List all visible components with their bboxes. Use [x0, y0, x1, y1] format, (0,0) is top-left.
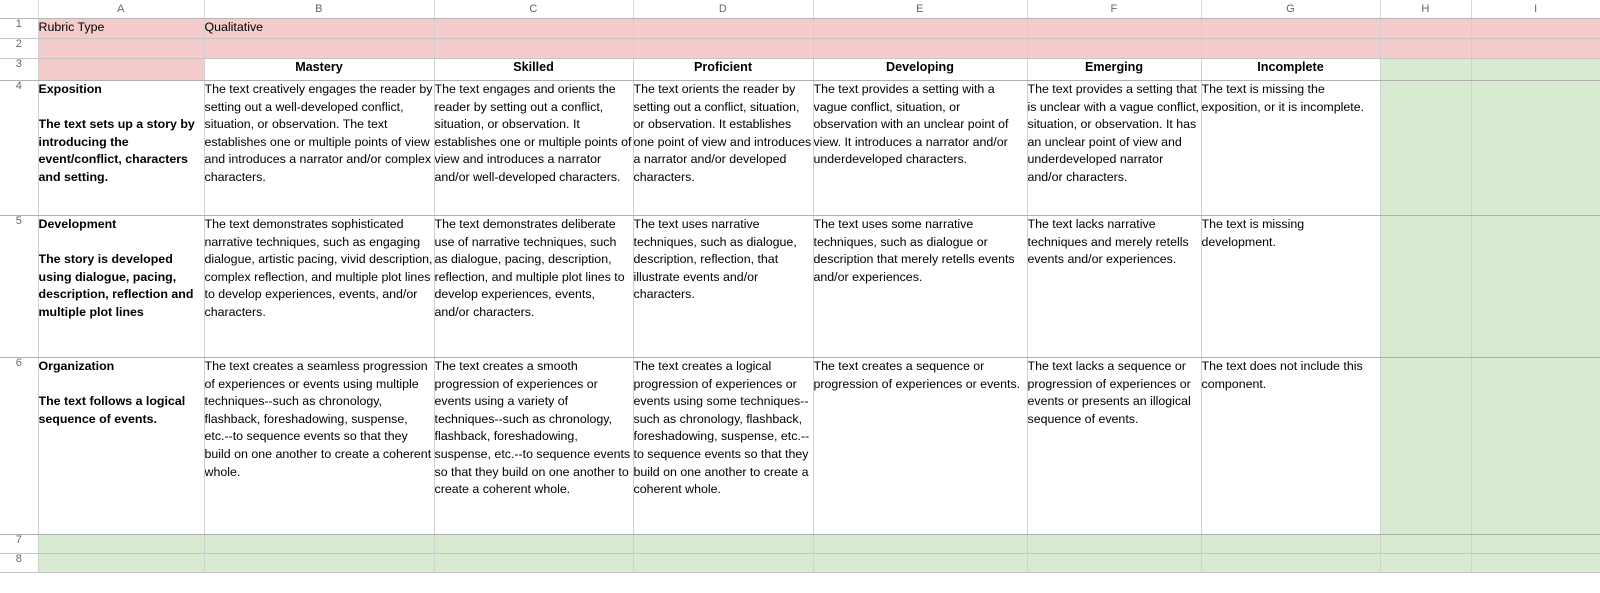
cell-g8[interactable]	[1201, 554, 1380, 573]
cell-h1[interactable]	[1380, 19, 1471, 39]
cell-h5[interactable]	[1380, 216, 1471, 358]
cell-h8[interactable]	[1380, 554, 1471, 573]
cell-e2[interactable]	[813, 39, 1027, 59]
cell-a2[interactable]	[38, 39, 204, 59]
cell-b2[interactable]	[204, 39, 434, 59]
cell-i8[interactable]	[1471, 554, 1600, 573]
criterion-title: Organization	[38, 359, 115, 373]
row-header-3[interactable]: 3	[0, 59, 38, 81]
cell-d1[interactable]	[633, 19, 813, 39]
column-header-i[interactable]: I	[1471, 0, 1600, 19]
cell-i7[interactable]	[1471, 535, 1600, 554]
cell-f4[interactable]: The text provides a setting that is unclear with a vague conflict, situation, or observation. It has an unclear point of view and underdeveloped narrator and/or characters.	[1027, 81, 1201, 216]
cell-c1[interactable]	[434, 19, 633, 39]
cell-f7[interactable]	[1027, 535, 1201, 554]
column-header-g[interactable]: G	[1201, 0, 1380, 19]
select-all-corner[interactable]	[0, 0, 38, 19]
cell-d4[interactable]: The text orients the reader by setting out a conflict, situation, or observation. It establishes one point of view and introduces a narrator and/or developed characters.	[633, 81, 813, 216]
cell-f8[interactable]	[1027, 554, 1201, 573]
column-header-c[interactable]: C	[434, 0, 633, 19]
cell-d8[interactable]	[633, 554, 813, 573]
cell-h2[interactable]	[1380, 39, 1471, 59]
cell-e4[interactable]: The text provides a setting with a vague conflict, situation, or observation with an unclear point of view. It introduces a narrator and/or underdeveloped characters.	[813, 81, 1027, 216]
cell-i3[interactable]	[1471, 59, 1600, 81]
criterion-title: Development	[38, 217, 117, 231]
cell-e1[interactable]	[813, 19, 1027, 39]
cell-b6[interactable]: The text creates a seamless progression of experiences or events using multiple techniques--such as chronology, flashback, foreshadowing, suspense, etc.--to sequence events so that they build on one another to create a coherent whole.	[204, 358, 434, 535]
table-row	[0, 39, 1600, 59]
cell-g5[interactable]: The text is missing development.	[1201, 216, 1380, 358]
table-row	[0, 216, 1600, 358]
cell-c3-skilled[interactable]: Skilled	[434, 59, 633, 81]
cell-d6[interactable]: The text creates a logical progression of experiences or events using some techniques--such as chronology, flashback, foreshadowing, suspense, etc.--to sequence events so that they build on one another to create a coherent whole.	[633, 358, 813, 535]
cell-f5[interactable]: The text lacks narrative techniques and merely retells events and/or experiences.	[1027, 216, 1201, 358]
row-header-7[interactable]: 7	[0, 535, 38, 554]
cell-i1[interactable]	[1471, 19, 1600, 39]
cell-i5[interactable]	[1471, 216, 1600, 358]
table-row	[0, 535, 1600, 554]
cell-d7[interactable]	[633, 535, 813, 554]
criterion-description: The text sets up a story by introducing the event/conflict, characters and setting.	[38, 117, 195, 184]
cell-b3-mastery[interactable]: Mastery	[204, 59, 434, 81]
cell-e5[interactable]: The text uses some narrative techniques, such as dialogue or description that merely retells events and/or experiences.	[813, 216, 1027, 358]
spacer	[39, 376, 204, 394]
table-row	[0, 358, 1600, 535]
row-header-5[interactable]: 5	[0, 216, 38, 358]
cell-b1[interactable]: Qualitative	[204, 19, 434, 39]
cell-c2[interactable]	[434, 39, 633, 59]
cell-g2[interactable]	[1201, 39, 1380, 59]
table-row	[0, 554, 1600, 573]
column-header-d[interactable]: D	[633, 0, 813, 19]
cell-g7[interactable]	[1201, 535, 1380, 554]
cell-d3-proficient[interactable]: Proficient	[633, 59, 813, 81]
cell-c8[interactable]	[434, 554, 633, 573]
cell-h6[interactable]	[1380, 358, 1471, 535]
criterion-title: Exposition	[38, 82, 102, 96]
column-header-e[interactable]: E	[813, 0, 1027, 19]
cell-h4[interactable]	[1380, 81, 1471, 216]
cell-i2[interactable]	[1471, 39, 1600, 59]
cell-d2[interactable]	[633, 39, 813, 59]
cell-g1[interactable]	[1201, 19, 1380, 39]
cell-b4[interactable]: The text creatively engages the reader by setting out a well-developed conflict, situation, or observation. The text establishes one or multiple points of view and introduces a narrator and/or complex characters.	[204, 81, 434, 216]
cell-a5-criterion[interactable]	[38, 216, 204, 358]
criterion-description: The text follows a logical sequence of events.	[38, 394, 186, 426]
row-header-6[interactable]: 6	[0, 358, 38, 535]
table-row	[0, 81, 1600, 216]
cell-g4[interactable]: The text is missing the exposition, or it is incomplete.	[1201, 81, 1380, 216]
cell-b5[interactable]: The text demonstrates sophisticated narrative techniques, such as engaging dialogue, artistic pacing, vivid description, complex reflection, and multiple plot lines to develop experiences, events, and/or characters.	[204, 216, 434, 358]
cell-c7[interactable]	[434, 535, 633, 554]
cell-e3-developing[interactable]: Developing	[813, 59, 1027, 81]
spacer	[39, 234, 204, 252]
cell-g3-incomplete[interactable]: Incomplete	[1201, 59, 1380, 81]
cell-a4-criterion[interactable]	[38, 81, 204, 216]
cell-g6[interactable]: The text does not include this component.	[1201, 358, 1380, 535]
table-row	[0, 59, 1600, 81]
cell-a8[interactable]	[38, 554, 204, 573]
cell-a6-criterion[interactable]	[38, 358, 204, 535]
cell-e8[interactable]	[813, 554, 1027, 573]
cell-d5[interactable]: The text uses narrative techniques, such as dialogue, description, reflection, that illustrate events and/or characters.	[633, 216, 813, 358]
cell-c4[interactable]: The text engages and orients the reader by setting out a conflict, situation, or observation. It establishes one or multiple points of view and introduces a narrator and/or well-developed characters.	[434, 81, 633, 216]
cell-f3-emerging[interactable]: Emerging	[1027, 59, 1201, 81]
column-header-row	[0, 0, 1600, 19]
cell-i4[interactable]	[1471, 81, 1600, 216]
row-header-1[interactable]: 1	[0, 19, 38, 39]
cell-f2[interactable]	[1027, 39, 1201, 59]
column-header-h[interactable]: H	[1380, 0, 1471, 19]
cell-c6[interactable]: The text creates a smooth progression of experiences or events using a variety of techniques--such as chronology, flashback, foreshadowing, suspense, etc.--to sequence events so that they build on one another to create a coherent whole.	[434, 358, 633, 535]
row-header-8[interactable]: 8	[0, 554, 38, 573]
cell-a3[interactable]	[38, 59, 204, 81]
table-row	[0, 19, 1600, 39]
cell-b7[interactable]	[204, 535, 434, 554]
criterion-description: The story is developed using dialogue, pacing, description, reflection and multiple plot lines	[38, 252, 194, 319]
cell-e6[interactable]: The text creates a sequence or progression of experiences or events.	[813, 358, 1027, 535]
cell-f1[interactable]	[1027, 19, 1201, 39]
cell-c5[interactable]: The text demonstrates deliberate use of narrative techniques, such as dialogue, pacing, description, reflection, and multiple plot lines to develop experiences, events, and/or characters.	[434, 216, 633, 358]
column-header-a[interactable]: A	[38, 0, 204, 19]
cell-h3[interactable]	[1380, 59, 1471, 81]
cell-a1[interactable]: Rubric Type	[38, 19, 204, 39]
cell-f6[interactable]: The text lacks a sequence or progression of experiences or events or presents an illogical sequence of events.	[1027, 358, 1201, 535]
cell-a7[interactable]	[38, 535, 204, 554]
spacer	[39, 99, 204, 117]
cell-b8[interactable]	[204, 554, 434, 573]
row-header-4[interactable]: 4	[0, 81, 38, 216]
column-header-f[interactable]: F	[1027, 0, 1201, 19]
column-header-b[interactable]: B	[204, 0, 434, 19]
cell-h7[interactable]	[1380, 535, 1471, 554]
cell-i6[interactable]	[1471, 358, 1600, 535]
cell-e7[interactable]	[813, 535, 1027, 554]
row-header-2[interactable]: 2	[0, 39, 38, 59]
